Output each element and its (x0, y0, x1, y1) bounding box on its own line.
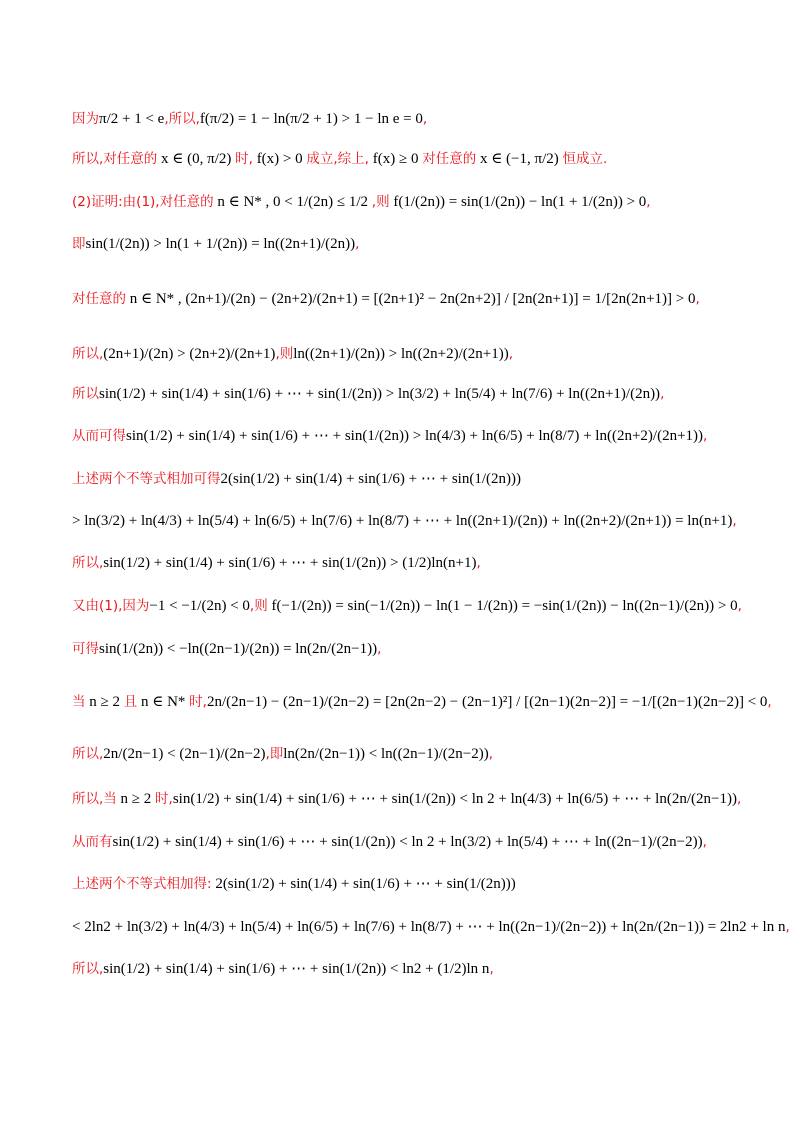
chinese-text: 又由(1),因为 (72, 598, 150, 614)
math-expression: 2(sin(1/2) + sin(1/4) + sin(1/6) + ⋯ + sin(1/(2n))) (211, 876, 516, 892)
chinese-text: , (488, 746, 494, 762)
chinese-text: 所以, (72, 346, 104, 362)
math-expression: n ∈ N* , 0 < 1/(2n) ≤ 1/2 (213, 194, 372, 210)
math-expression: sin(1/2) + sin(1/4) + sin(1/6) + ⋯ + sin(1/(2n)) < ln 2 + ln(3/2) + ln(5/4) + ⋯ + ln((2n−1)/(2n−2)) (112, 834, 703, 850)
math-expression: 2(sin(1/2) + sin(1/4) + sin(1/6) + ⋯ + sin(1/(2n))) (220, 471, 521, 487)
chinese-text: 可得 (72, 641, 99, 657)
chinese-text: , (736, 791, 742, 807)
chinese-text: 上述两个不等式相加得: (72, 876, 212, 892)
math-expression: ln((2n+1)/(2n)) > ln((2n+2)/(2n+1)) (293, 346, 509, 362)
chinese-text: ,则 (249, 598, 268, 614)
chinese-text: , (355, 236, 360, 252)
chinese-text: , (732, 513, 737, 529)
solution-line (72, 554, 481, 573)
solution-line (72, 640, 381, 659)
chinese-text: 且 (123, 694, 138, 710)
chinese-text: 所以, (72, 961, 104, 977)
solution-line (72, 833, 707, 852)
solution-line (72, 597, 742, 616)
chinese-text: , (422, 111, 428, 127)
chinese-text: 时, (189, 694, 207, 710)
chinese-text: 时, (235, 151, 253, 167)
math-expression: ln(2n/(2n−1)) < ln((2n−1)/(2n−2)) (283, 746, 489, 762)
solution-line (72, 427, 707, 446)
math-expression: > ln(3/2) + ln(4/3) + ln(5/4) + ln(6/5) + ln(7/6) + ln(8/7) + ⋯ + ln((2n+1)/(2n)) + ln((2n+2)/(2n+1)) = ln(n+1) (72, 513, 733, 529)
solution-line (72, 693, 772, 712)
chinese-text: 从而有 (72, 834, 113, 850)
math-expression: sin(1/2) + sin(1/4) + sin(1/6) + ⋯ + sin(1/(2n)) < ln2 + (1/2)ln n (103, 961, 490, 977)
math-expression: sin(1/(2n)) > ln(1 + 1/(2n)) = ln((2n+1)/(2n)) (85, 236, 356, 252)
math-expression: 2n/(2n−1) − (2n−1)/(2n−2) = [2n(2n−2) − (2n−1)²] / [(2n−1)(2n−2)] = −1/[(2n−1)(2n−2)] < 0 (206, 694, 768, 710)
solution-line (72, 918, 790, 937)
chinese-text: , (508, 346, 513, 362)
chinese-text: ,所以, (164, 111, 200, 127)
math-expression: sin(1/2) + sin(1/4) + sin(1/6) + ⋯ + sin(1/(2n)) > ln(3/2) + ln(5/4) + ln(7/6) + ln((2n+1)/(2n)) (99, 386, 661, 402)
chinese-text: , (737, 598, 742, 614)
chinese-text: 恒成立. (562, 151, 608, 167)
chinese-text: , (377, 641, 382, 657)
chinese-text: , (785, 919, 790, 935)
chinese-text: 当 (72, 694, 86, 710)
math-expression: x ∈ (0, π/2) (157, 151, 236, 167)
chinese-text: , (695, 291, 700, 307)
solution-line (72, 875, 516, 894)
chinese-text: 所以, (72, 746, 104, 762)
math-expression: sin(1/2) + sin(1/4) + sin(1/6) + ⋯ + sin(1/(2n)) < ln 2 + ln(4/3) + ln(6/5) + ⋯ + ln(2n/(2n−1)) (172, 791, 737, 807)
chinese-text: 所以, (72, 555, 104, 571)
math-expression: sin(1/(2n)) < −ln((2n−1)/(2n)) = ln(2n/(2n−1)) (99, 641, 378, 657)
chinese-text: 对任意的 (422, 151, 477, 167)
chinese-text: 所以,当 (72, 791, 117, 807)
solution-line (72, 110, 427, 129)
solution-line (72, 150, 607, 169)
chinese-text: 时, (155, 791, 173, 807)
math-expression: f(x) > 0 (252, 151, 307, 167)
chinese-text: 从而可得 (72, 428, 126, 444)
solution-line (72, 385, 664, 404)
solution-line (72, 790, 741, 809)
math-expression: π/2 + 1 < e (99, 111, 165, 127)
solution-line (72, 193, 651, 212)
math-expression: f(x) ≥ 0 (368, 151, 423, 167)
chinese-text: ,即 (265, 746, 284, 762)
chinese-text: , (489, 961, 494, 977)
math-expression: n ∈ N* (137, 694, 190, 710)
math-expression: −1 < −1/(2n) < 0 (149, 598, 250, 614)
math-expression: n ≥ 2 (116, 791, 156, 807)
solution-line (72, 960, 494, 979)
math-expression: (2n+1)/(2n) > (2n+2)/(2n+1) (103, 346, 276, 362)
solution-line (72, 470, 521, 489)
chinese-text: , (767, 694, 772, 710)
chinese-text: 因为 (72, 111, 99, 127)
chinese-text: , (660, 386, 665, 402)
math-expression: sin(1/2) + sin(1/4) + sin(1/6) + ⋯ + sin(1/(2n)) > ln(4/3) + ln(6/5) + ln(8/7) + ln((2n+2)/(2n+1)) (126, 428, 704, 444)
solution-line (72, 512, 737, 531)
chinese-text: 成立,综上, (306, 151, 369, 167)
chinese-text: , (703, 428, 708, 444)
math-expression: f(π/2) = 1 − ln(π/2 + 1) > 1 − ln e = 0 (199, 111, 423, 127)
chinese-text: 所以,对任意的 (72, 151, 158, 167)
chinese-text: 对任意的 (72, 291, 126, 307)
math-expression: f(1/(2n)) = sin(1/(2n)) − ln(1 + 1/(2n)) > 0 (389, 194, 647, 210)
chinese-text: 即 (72, 236, 86, 252)
chinese-text: 上述两个不等式相加可得 (72, 471, 221, 487)
math-expression: n ∈ N* , (2n+1)/(2n) − (2n+2)/(2n+1) = [(2n+1)² − 2n(2n+2)] / [2n(2n+1)] = 1/[2n(2n+1)] > 0 (126, 291, 696, 307)
math-expression: sin(1/2) + sin(1/4) + sin(1/6) + ⋯ + sin(1/(2n)) > (1/2)ln(n+1) (103, 555, 477, 571)
chinese-text: (2)证明:由(1),对任意的 (72, 194, 214, 210)
chinese-text: ,则 (371, 194, 390, 210)
math-expression: x ∈ (−1, π/2) (476, 151, 563, 167)
solution-line (72, 235, 359, 254)
chinese-text: 所以 (72, 386, 99, 402)
chinese-text: , (476, 555, 481, 571)
solution-line (72, 345, 513, 364)
math-expression: f(−1/(2n)) = sin(−1/(2n)) − ln(1 − 1/(2n)) = −sin(1/(2n)) − ln((2n−1)/(2n)) > 0 (267, 598, 738, 614)
solution-line (72, 745, 493, 764)
chinese-text: , (646, 194, 651, 210)
chinese-text: ,则 (275, 346, 294, 362)
math-expression: 2n/(2n−1) < (2n−1)/(2n−2) (103, 746, 266, 762)
math-expression: n ≥ 2 (85, 694, 124, 710)
math-expression: < 2ln2 + ln(3/2) + ln(4/3) + ln(5/4) + ln(6/5) + ln(7/6) + ln(8/7) + ⋯ + ln((2n−1)/(2n−2)) + ln(2n/(2n−1)) = 2ln2 + ln n (72, 919, 786, 935)
chinese-text: , (702, 834, 707, 850)
solution-line (72, 290, 700, 309)
